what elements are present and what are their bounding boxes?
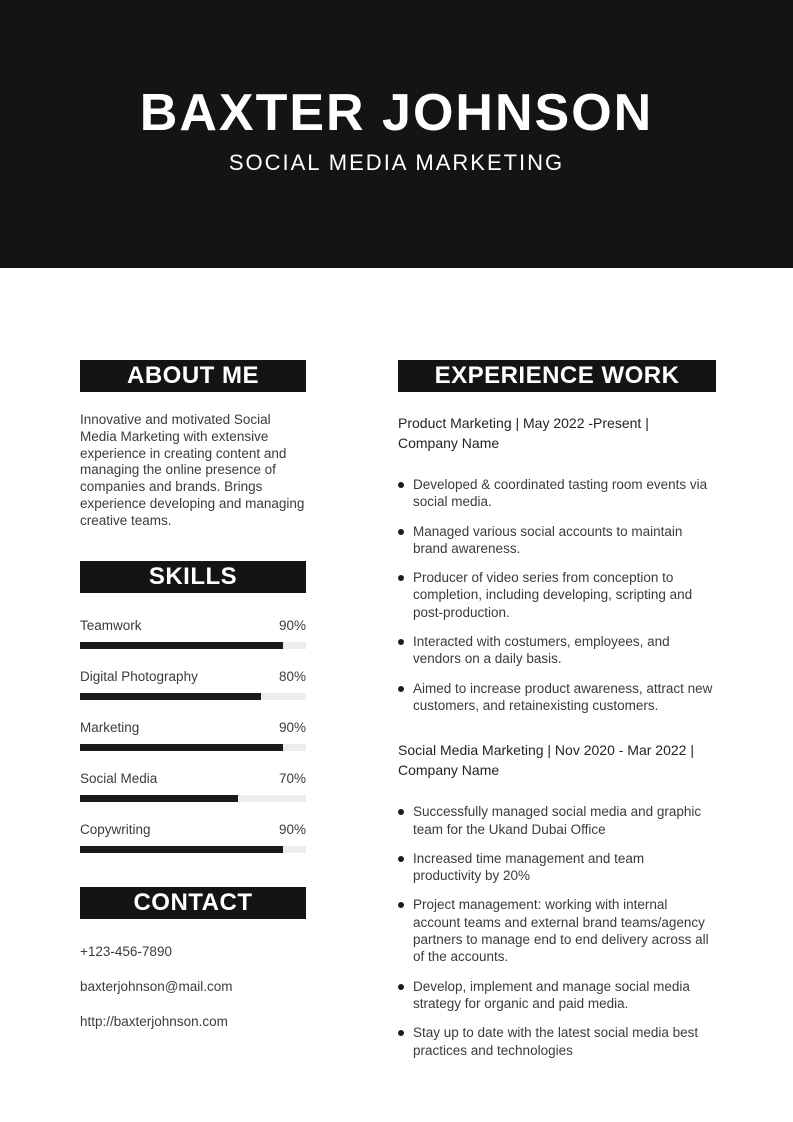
- bullet-item: [398, 896, 716, 965]
- bullet-icon: [398, 482, 404, 488]
- bullet-item: [398, 523, 716, 558]
- bullet-icon: [398, 686, 404, 692]
- bullet-item: [398, 803, 716, 838]
- skill-percent: 70%: [278, 770, 306, 786]
- person-name: BAXTER JOHNSON: [139, 84, 654, 142]
- left-column: [80, 360, 306, 1059]
- skill-head: [80, 618, 306, 633]
- skill-head: [80, 771, 306, 786]
- bullet-text: Developed & coordinated tasting room events via social media.: [413, 477, 708, 510]
- bullet-text: Aimed to increase product awareness, attract new customers, and retainexisting customers.: [413, 680, 713, 713]
- contact-list: [80, 944, 306, 1029]
- skill-bar-fill: [80, 642, 283, 649]
- bullet-item: [398, 850, 716, 885]
- skill-label: Copywriting: [80, 821, 151, 837]
- bullet-item: [398, 633, 716, 668]
- bullet-icon: [398, 575, 404, 581]
- skill-percent: 90%: [278, 821, 306, 837]
- skill-label: Social Media: [80, 770, 158, 786]
- bullet-text: Increased time management and team productivity by 20%: [413, 850, 645, 884]
- bullet-text: Project management: working with internal account teams and external brand teams/agency partners to manage end to end delivery across all of the accounts.: [413, 897, 709, 965]
- skill-head: [80, 822, 306, 837]
- skill-row: [80, 720, 306, 751]
- about-section: [80, 360, 306, 530]
- skill-head: [80, 720, 306, 735]
- skill-bar-track: [80, 693, 306, 700]
- skill-percent: 90%: [278, 617, 306, 633]
- bullet-item: [398, 569, 716, 621]
- about-text: Innovative and motivated Social Media Marketing with extensive experience in creating content and managing the online presence of companies and brands. Brings experience developing and managing creative teams.: [80, 412, 305, 528]
- bullet-item: [398, 1024, 716, 1059]
- skill-row: [80, 771, 306, 802]
- skill-bar-track: [80, 846, 306, 853]
- skill-row: [80, 669, 306, 700]
- bullet-icon: [398, 639, 404, 645]
- contact-phone: +123-456-7890: [80, 943, 172, 959]
- skill-bar-track: [80, 795, 306, 802]
- bullet-text: Interacted with costumers, employees, and vendors on a daily basis.: [413, 634, 670, 667]
- skill-bar-fill: [80, 846, 283, 853]
- skill-bar-track: [80, 642, 306, 649]
- bullet-icon: [398, 809, 404, 815]
- job-title: Product Marketing | May 2022 -Present | Company Name: [398, 415, 649, 451]
- bullet-text: Develop, implement and manage social media strategy for organic and paid media.: [413, 978, 690, 1011]
- bullet-text: Stay up to date with the latest social media best practices and technologies: [413, 1025, 699, 1058]
- bullet-icon: [398, 1030, 404, 1036]
- job-entry: [398, 740, 716, 1059]
- skill-bar-fill: [80, 795, 238, 802]
- contact-email: baxterjohnson@mail.com: [80, 978, 233, 994]
- skills-list: [80, 618, 306, 853]
- bullet-item: [398, 978, 716, 1013]
- skill-percent: 80%: [278, 668, 306, 684]
- contact-section: [80, 887, 306, 1029]
- bullet-text: Managed various social accounts to maintain brand awareness.: [413, 523, 683, 556]
- job-title: Social Media Marketing | Nov 2020 - Mar 2022 | Company Name: [398, 742, 694, 779]
- job-bullets: [398, 476, 716, 714]
- skill-row: [80, 822, 306, 853]
- skills-heading: SKILLS: [80, 561, 306, 593]
- job-entry: [398, 413, 716, 714]
- skill-bar-fill: [80, 744, 283, 751]
- content-area: [0, 268, 793, 1059]
- skill-percent: 90%: [278, 719, 306, 735]
- jobs-list: [398, 413, 716, 1059]
- bullet-item: [398, 680, 716, 715]
- skill-row: [80, 618, 306, 649]
- contact-heading: CONTACT: [80, 887, 306, 919]
- job-bullets: [398, 803, 716, 1059]
- skill-label: Marketing: [80, 719, 140, 735]
- bullet-text: Successfully managed social media and graphic team for the Ukand Dubai Office: [413, 804, 702, 837]
- bullet-text: Producer of video series from conception to completion, including developing, scripting and post-production.: [413, 570, 693, 620]
- bullet-icon: [398, 902, 404, 908]
- bullet-icon: [398, 856, 404, 862]
- contact-website: http://baxterjohnson.com: [80, 1013, 228, 1029]
- skills-section: [80, 561, 306, 853]
- skill-bar-track: [80, 744, 306, 751]
- header-banner: [0, 0, 793, 268]
- person-title: SOCIAL MEDIA MARKETING: [228, 149, 565, 175]
- bullet-icon: [398, 984, 404, 990]
- experience-heading: EXPERIENCE WORK: [398, 360, 716, 392]
- skill-label: Teamwork: [80, 617, 142, 633]
- skill-head: [80, 669, 306, 684]
- experience-column: [398, 360, 716, 1059]
- skill-label: Digital Photography: [80, 668, 198, 684]
- bullet-item: [398, 476, 716, 511]
- bullet-icon: [398, 529, 404, 535]
- skill-bar-fill: [80, 693, 261, 700]
- about-heading: ABOUT ME: [80, 360, 306, 392]
